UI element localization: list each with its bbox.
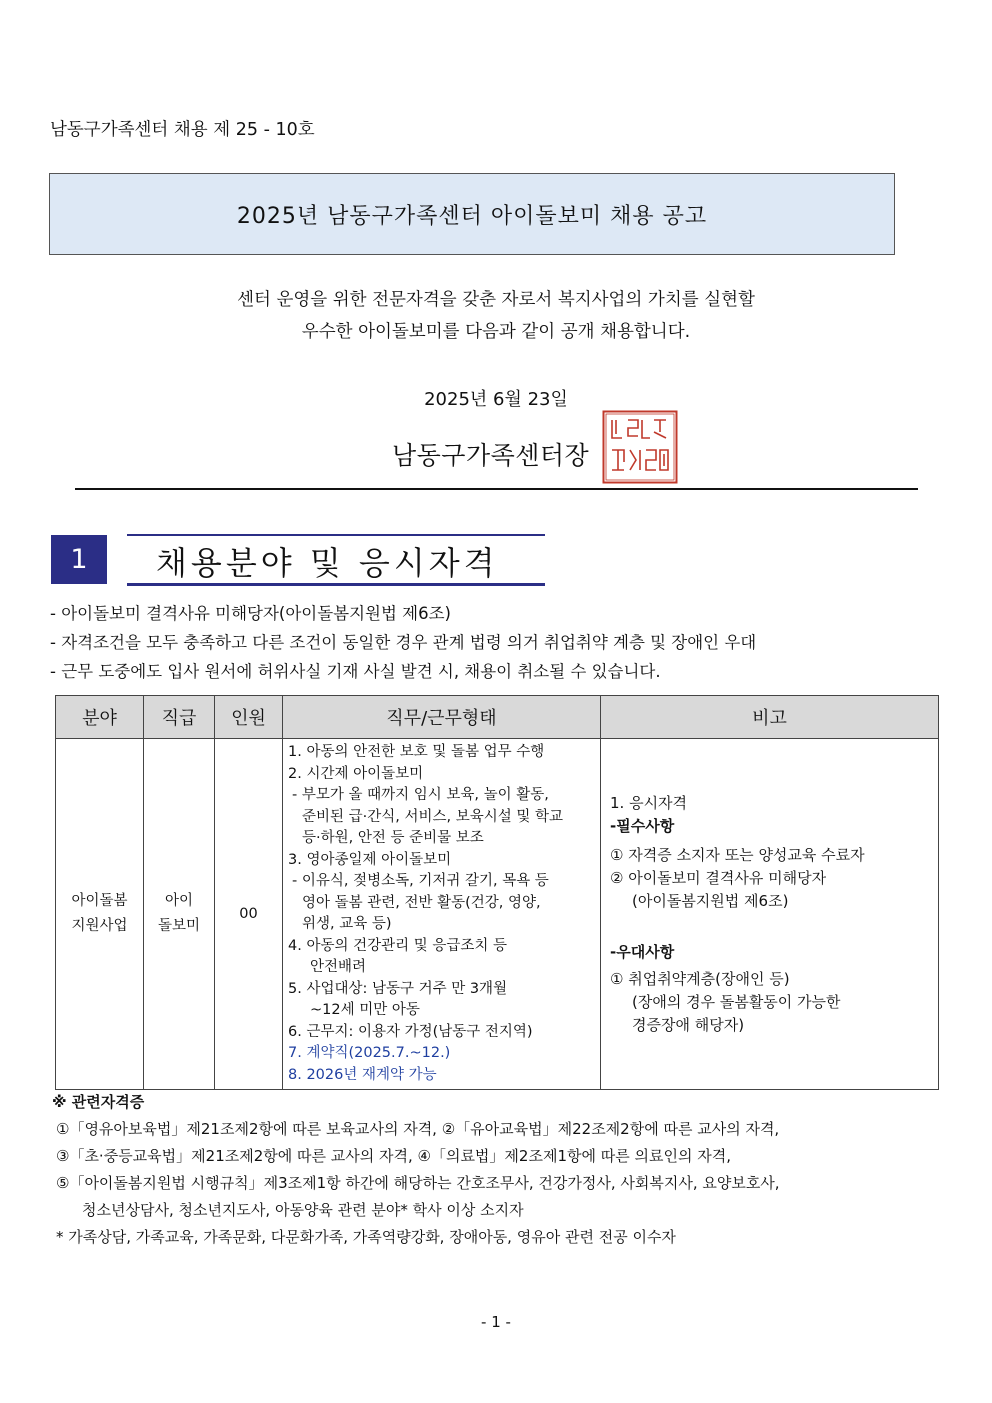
- announcement-title: 2025년 남동구가족센터 아이돌보미 채용 공고: [236, 203, 708, 229]
- duty-line: 등·하원, 안전 등 준비물 보조: [302, 830, 484, 846]
- duty-line: 4. 아동의 건강관리 및 응급조치 등: [288, 937, 507, 954]
- duty-line: 위생, 교육 등): [302, 916, 392, 932]
- official-seal: [602, 410, 678, 484]
- section-title: 채용분야 및 응시자격: [156, 544, 499, 582]
- cell-duties: [283, 739, 601, 1090]
- count-value: 00: [239, 905, 258, 922]
- duty-line: - 이유식, 젖병소독, 기저귀 갈기, 목욕 등: [292, 873, 549, 889]
- duty-line: ~12세 미만 아동: [310, 1002, 420, 1018]
- qualification-footnote: * 가족상담, 가족교육, 가족문화, 다문화가족, 가족역량강화, 장애아동, 영유아 관련 전공 이수자: [56, 1228, 676, 1246]
- qualification-line: ①「영유아보육법」제21조제2항에 따른 보육교사의 자격, ②「유아교육법」제22조제2항에 따른 교사의 자격,: [56, 1120, 780, 1138]
- preferred-title: -우대사항: [610, 942, 675, 961]
- section-number: 1: [51, 535, 107, 584]
- note-item: - 아이돌보미 결격사유 미해당자(아이돌봄지원법 제6조): [50, 604, 451, 623]
- duty-line: 6. 근무지: 이용자 가정(남동구 전지역): [288, 1023, 533, 1040]
- duty-line: 5. 사업대상: 남동구 거주 만 3개월: [288, 980, 508, 997]
- page-number: - 1 -: [481, 1313, 511, 1331]
- cell-field: [56, 739, 144, 1090]
- qualifications-title: ※ 관련자격증: [52, 1093, 145, 1111]
- header-divider: [75, 488, 918, 490]
- announcement-date: 2025년 6월 23일: [424, 389, 568, 410]
- duty-line: 준비된 급·간식, 서비스, 보육시설 및 학교: [302, 808, 563, 825]
- duty-line: 안전배려: [310, 959, 367, 975]
- note-item: - 근무 도중에도 입사 원서에 허위사실 기재 사실 발견 시, 채용이 취소될 수 있습니다.: [50, 662, 661, 681]
- field-line: 아이돌봄: [71, 893, 128, 909]
- table-row: [56, 739, 939, 1090]
- table-header-row: [56, 696, 939, 739]
- qualification-line: ③「초·중등교육법」제21조제2항에 따른 교사의 자격, ④「의료법」제2조제1항에 따른 의료인의 자격,: [56, 1147, 731, 1165]
- cell-remarks: [601, 739, 939, 1090]
- cell-rank: [144, 739, 215, 1090]
- duty-line: 1. 아동의 안전한 보호 및 돌봄 업무 수행: [288, 744, 545, 760]
- intro-line-1: 센터 운영을 위한 전문자격을 갖춘 자로서 복지사업의 가치를 실현할: [237, 290, 755, 310]
- header-count: 인원: [215, 696, 283, 739]
- qualification-line: 청소년상담사, 청소년지도사, 아동양육 관련 분야* 학사 이상 소지자: [82, 1201, 524, 1219]
- issuer-name: 남동구가족센터장: [392, 441, 590, 470]
- preferred-item: ① 취업취약계층(장애인 등): [610, 969, 790, 988]
- remarks-heading: 1. 응시자격: [610, 793, 688, 812]
- header-duties: 직무/근무형태: [283, 696, 601, 739]
- title-box: [49, 173, 895, 255]
- note-item: - 자격조건을 모두 충족하고 다른 조건이 동일한 경우 관계 법령 의거 취업취약 계층 및 장애인 우대: [50, 633, 757, 652]
- recruitment-table: [55, 695, 939, 1090]
- rank-line: 아이: [164, 893, 193, 909]
- section-title-bottom-rule: [127, 583, 545, 586]
- required-item: (아이돌봄지원법 제6조): [632, 891, 789, 910]
- header-rank: 직급: [144, 696, 215, 739]
- cell-count: [215, 739, 283, 1090]
- required-title: -필수사항: [610, 816, 675, 835]
- rank-line: 돌보미: [157, 918, 201, 934]
- intro-line-2: 우수한 아이돌보미를 다음과 같이 공개 채용합니다.: [301, 322, 691, 342]
- duty-line: 3. 영아종일제 아이돌보미: [288, 851, 452, 868]
- header-field: 분야: [56, 696, 144, 739]
- duty-line: 7. 계약직(2025.7.~12.): [288, 1045, 451, 1061]
- qualification-line: ⑤「아이돌봄지원법 시행규칙」제3조제1항 하간에 해당하는 간호조무사, 건강가정사, 사회복지사, 요양보호사,: [56, 1174, 780, 1192]
- header-remarks: 비고: [601, 696, 939, 739]
- required-item: ② 아이돌보미 결격사유 미해당자: [610, 868, 827, 887]
- preferred-item: (장애의 경우 돌봄활동이 가능한: [632, 992, 841, 1011]
- duty-line: 2. 시간제 아이돌보미: [288, 765, 424, 782]
- field-line: 지원사업: [71, 918, 128, 934]
- duty-line: - 부모가 올 때까지 임시 보육, 놀이 활동,: [292, 787, 549, 803]
- section-title-top-rule: [127, 534, 545, 536]
- document-number: 남동구가족센터 채용 제 25 - 10호: [50, 120, 315, 140]
- duty-line: 8. 2026년 재계약 가능: [288, 1066, 437, 1083]
- duty-line: 영아 돌봄 관련, 전반 활동(건강, 영양,: [302, 894, 541, 911]
- preferred-item: 경증장애 해당자): [632, 1015, 745, 1034]
- required-item: ① 자격증 소지자 또는 양성교육 수료자: [610, 845, 865, 864]
